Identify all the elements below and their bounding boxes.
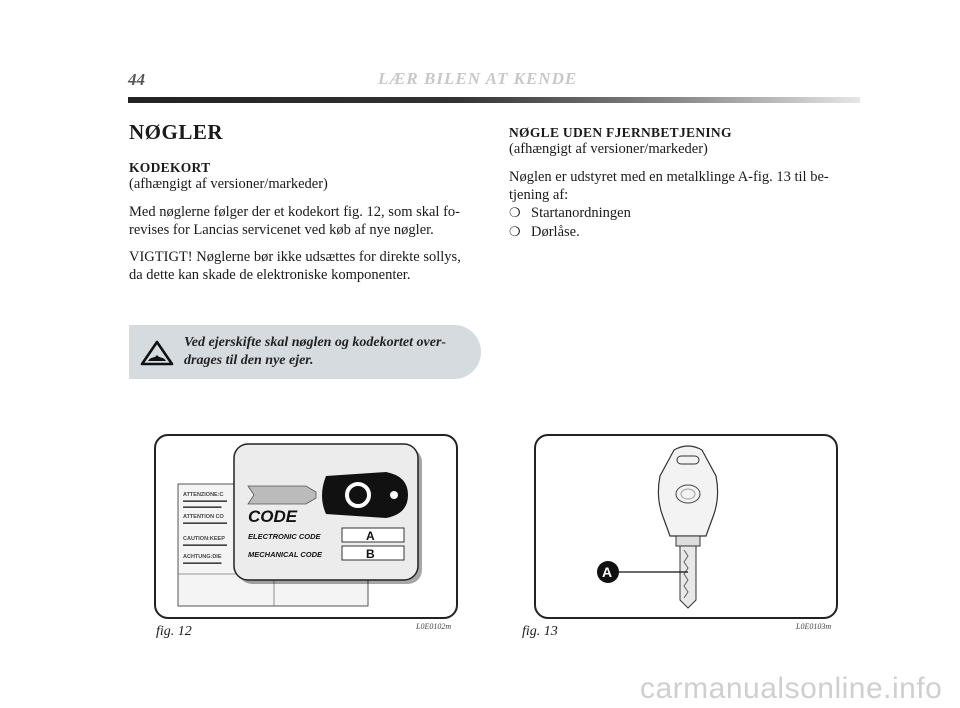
code-card-illustration xyxy=(156,436,456,617)
figure-12-frame xyxy=(154,434,458,619)
bullet-item xyxy=(509,223,861,242)
figure-13-caption: fig. 13 xyxy=(522,624,558,639)
card-title: CODE xyxy=(248,507,298,526)
bullet-circle-icon: ❍ xyxy=(509,206,521,221)
header-rule xyxy=(128,97,860,103)
mechanical-code-value: B xyxy=(366,547,375,561)
svg-text:▬▬▬▬▬▬▬: ▬▬▬▬▬▬▬ xyxy=(183,560,222,566)
subheading-key-no-remote: NØGLE UDEN FJERNBETJENING xyxy=(509,125,732,140)
paragraph-line: tjening af: xyxy=(509,187,569,203)
warning-line: Ved ejerskifte skal nøglen og kodekortet over- xyxy=(184,335,447,350)
svg-text:▬▬▬▬▬▬▬▬: ▬▬▬▬▬▬▬▬ xyxy=(183,520,227,526)
electronic-code-label: ELECTRONIC CODE xyxy=(248,532,321,541)
page-number: 44 xyxy=(128,70,145,89)
subheading-kodekort: KODEKORT xyxy=(129,160,211,175)
electronic-code-value: A xyxy=(366,529,375,543)
warning-triangle-icon xyxy=(140,340,174,366)
subheading-note-right: (afhængigt af versioner/markeder) xyxy=(509,141,708,157)
svg-text:▬▬▬▬▬▬▬: ▬▬▬▬▬▬▬ xyxy=(183,504,222,510)
paragraph-line: da dette kan skade de elektroniske komponenter. xyxy=(129,267,411,283)
paragraph-line: revises for Lancias servicenet ved køb af nye nøgler. xyxy=(129,222,434,238)
heading-noegler: NØGLER xyxy=(129,120,224,144)
paragraph-important xyxy=(129,248,481,284)
figure-12-caption: fig. 12 xyxy=(156,624,192,639)
figure-12-code: L0E0102m xyxy=(416,622,452,631)
section-title: LÆR BILEN AT KENDE xyxy=(378,69,578,88)
warning-line: drages til den nye ejer. xyxy=(184,353,314,368)
back-card-text: CAUTION:KEEP xyxy=(183,536,225,542)
key-illustration xyxy=(536,436,836,617)
paragraph-line: VIGTIGT! Nøglerne bør ikke udsættes for direkte sollys, xyxy=(129,249,461,265)
bullet-item xyxy=(509,204,861,223)
paragraph-codecard xyxy=(129,203,481,239)
figure-13-code: L0E0103m xyxy=(796,622,832,631)
figure-13-frame xyxy=(534,434,838,619)
paragraph-line: Nøglen er udstyret med en metalklinge A-fig. 13 til be- xyxy=(509,169,829,185)
back-card-text: ATTENZIONE:C xyxy=(183,492,224,498)
svg-text:▬▬▬▬▬▬▬▬: ▬▬▬▬▬▬▬▬ xyxy=(183,542,227,548)
mechanical-code-label: MECHANICAL CODE xyxy=(248,550,323,559)
bullet-circle-icon: ❍ xyxy=(509,225,521,240)
bullet-label: Startanordningen xyxy=(531,205,631,221)
bullet-label: Dørlåse. xyxy=(531,224,580,240)
back-card-text: ATTENTION CO xyxy=(183,514,224,520)
callout-a-label: A xyxy=(602,564,613,580)
watermark-url: carmanualsonline.info xyxy=(640,672,943,705)
svg-text:▬▬▬▬▬▬▬▬: ▬▬▬▬▬▬▬▬ xyxy=(183,498,227,504)
paragraph-key xyxy=(509,168,861,204)
warning-text xyxy=(184,334,469,370)
paragraph-line: Med nøglerne følger der et kodekort fig. 12, som skal fo- xyxy=(129,204,460,220)
back-card-text: ACHTUNG:DIE xyxy=(183,554,222,560)
subheading-note: (afhængigt af versioner/markeder) xyxy=(129,176,328,192)
